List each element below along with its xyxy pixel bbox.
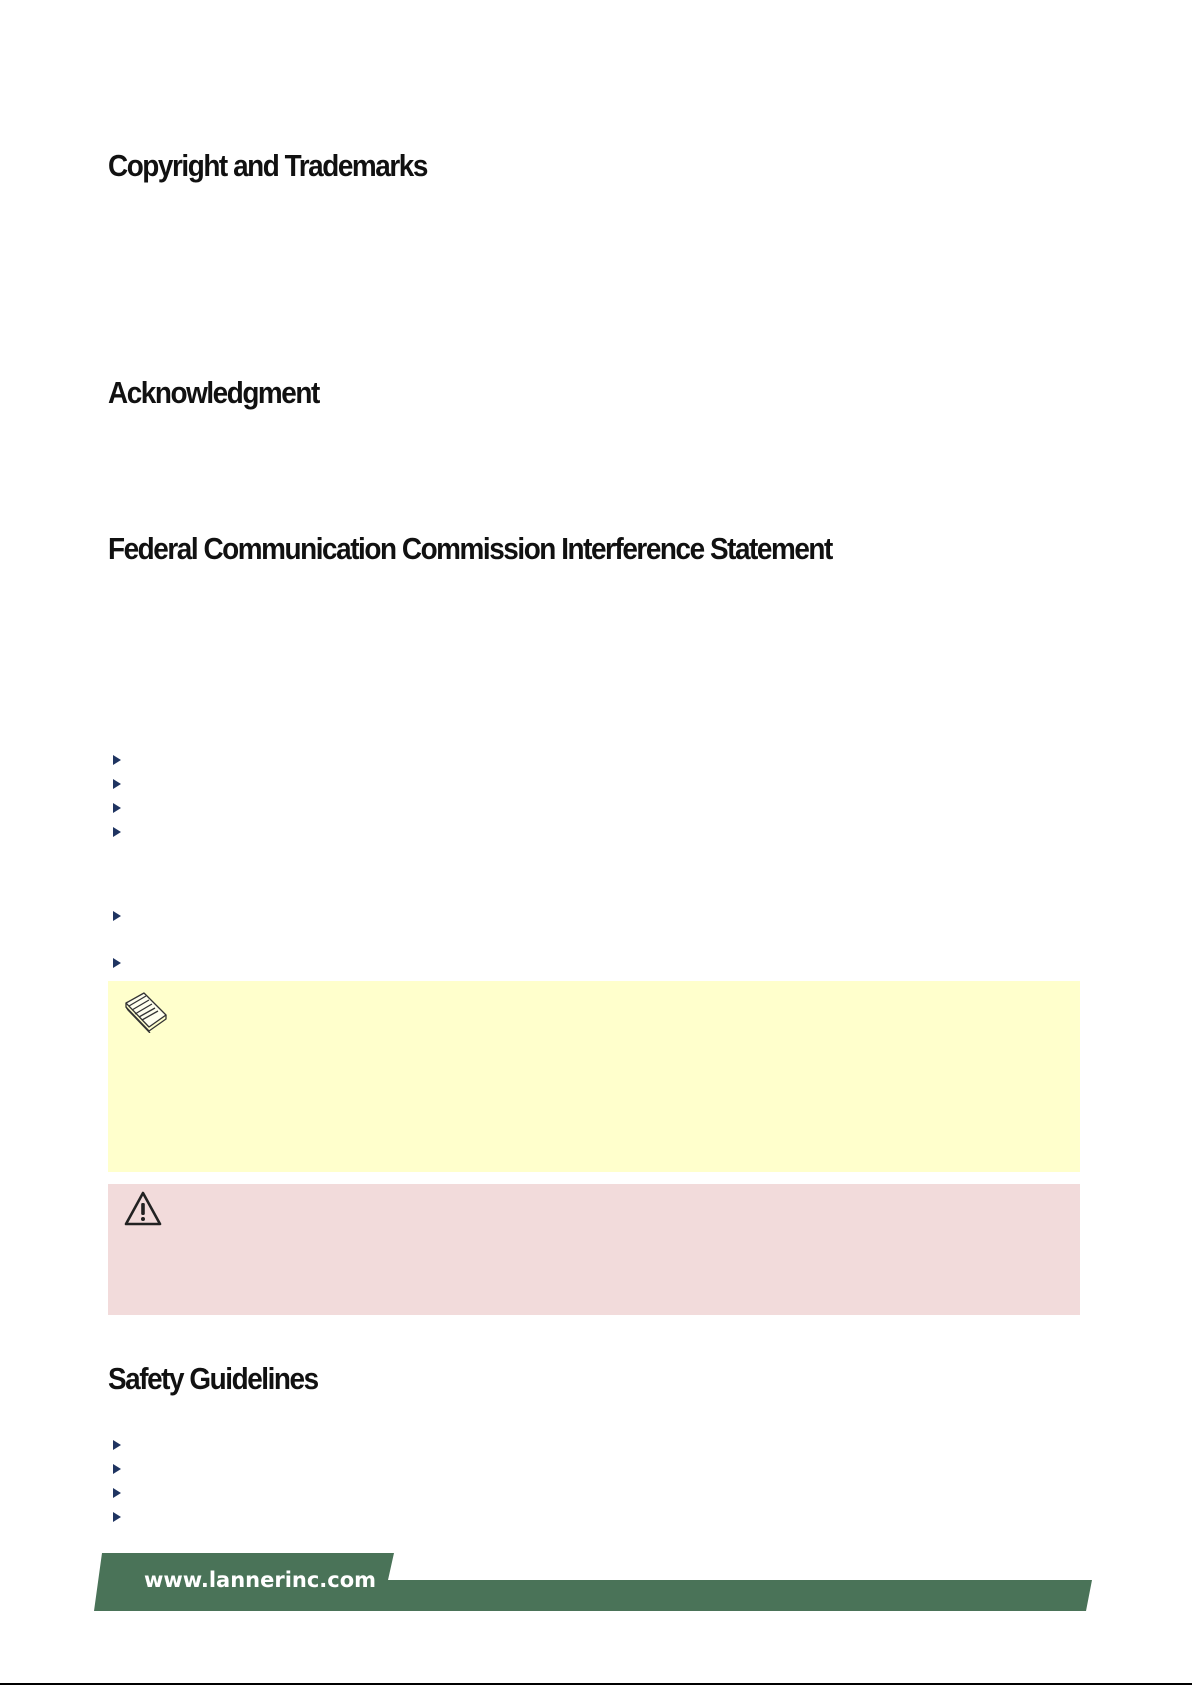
bullet-icon	[113, 779, 121, 789]
note-box	[108, 981, 1080, 1172]
bullet-icon	[113, 803, 121, 813]
website-link[interactable]: www.lannerinc.com	[144, 1568, 377, 1592]
warning-box	[108, 1184, 1080, 1315]
footer-banner	[0, 1550, 1192, 1614]
bullet-icon	[113, 1488, 121, 1498]
bullet-icon	[113, 755, 121, 765]
note-icon	[122, 989, 170, 1038]
bullet-icon	[113, 958, 121, 968]
warning-triangle-icon	[124, 1190, 162, 1233]
bullet-icon	[113, 1440, 121, 1450]
bullet-icon	[113, 911, 121, 921]
copyright-heading: Copyright and Trademarks	[108, 148, 427, 183]
bullet-icon	[113, 1464, 121, 1474]
acknowledgment-heading: Acknowledgment	[108, 375, 319, 410]
fcc-heading: Federal Communication Commission Interference Statement	[108, 531, 832, 566]
safety-heading: Safety Guidelines	[108, 1361, 318, 1396]
bullet-icon	[113, 827, 121, 837]
bullet-icon	[113, 1512, 121, 1522]
